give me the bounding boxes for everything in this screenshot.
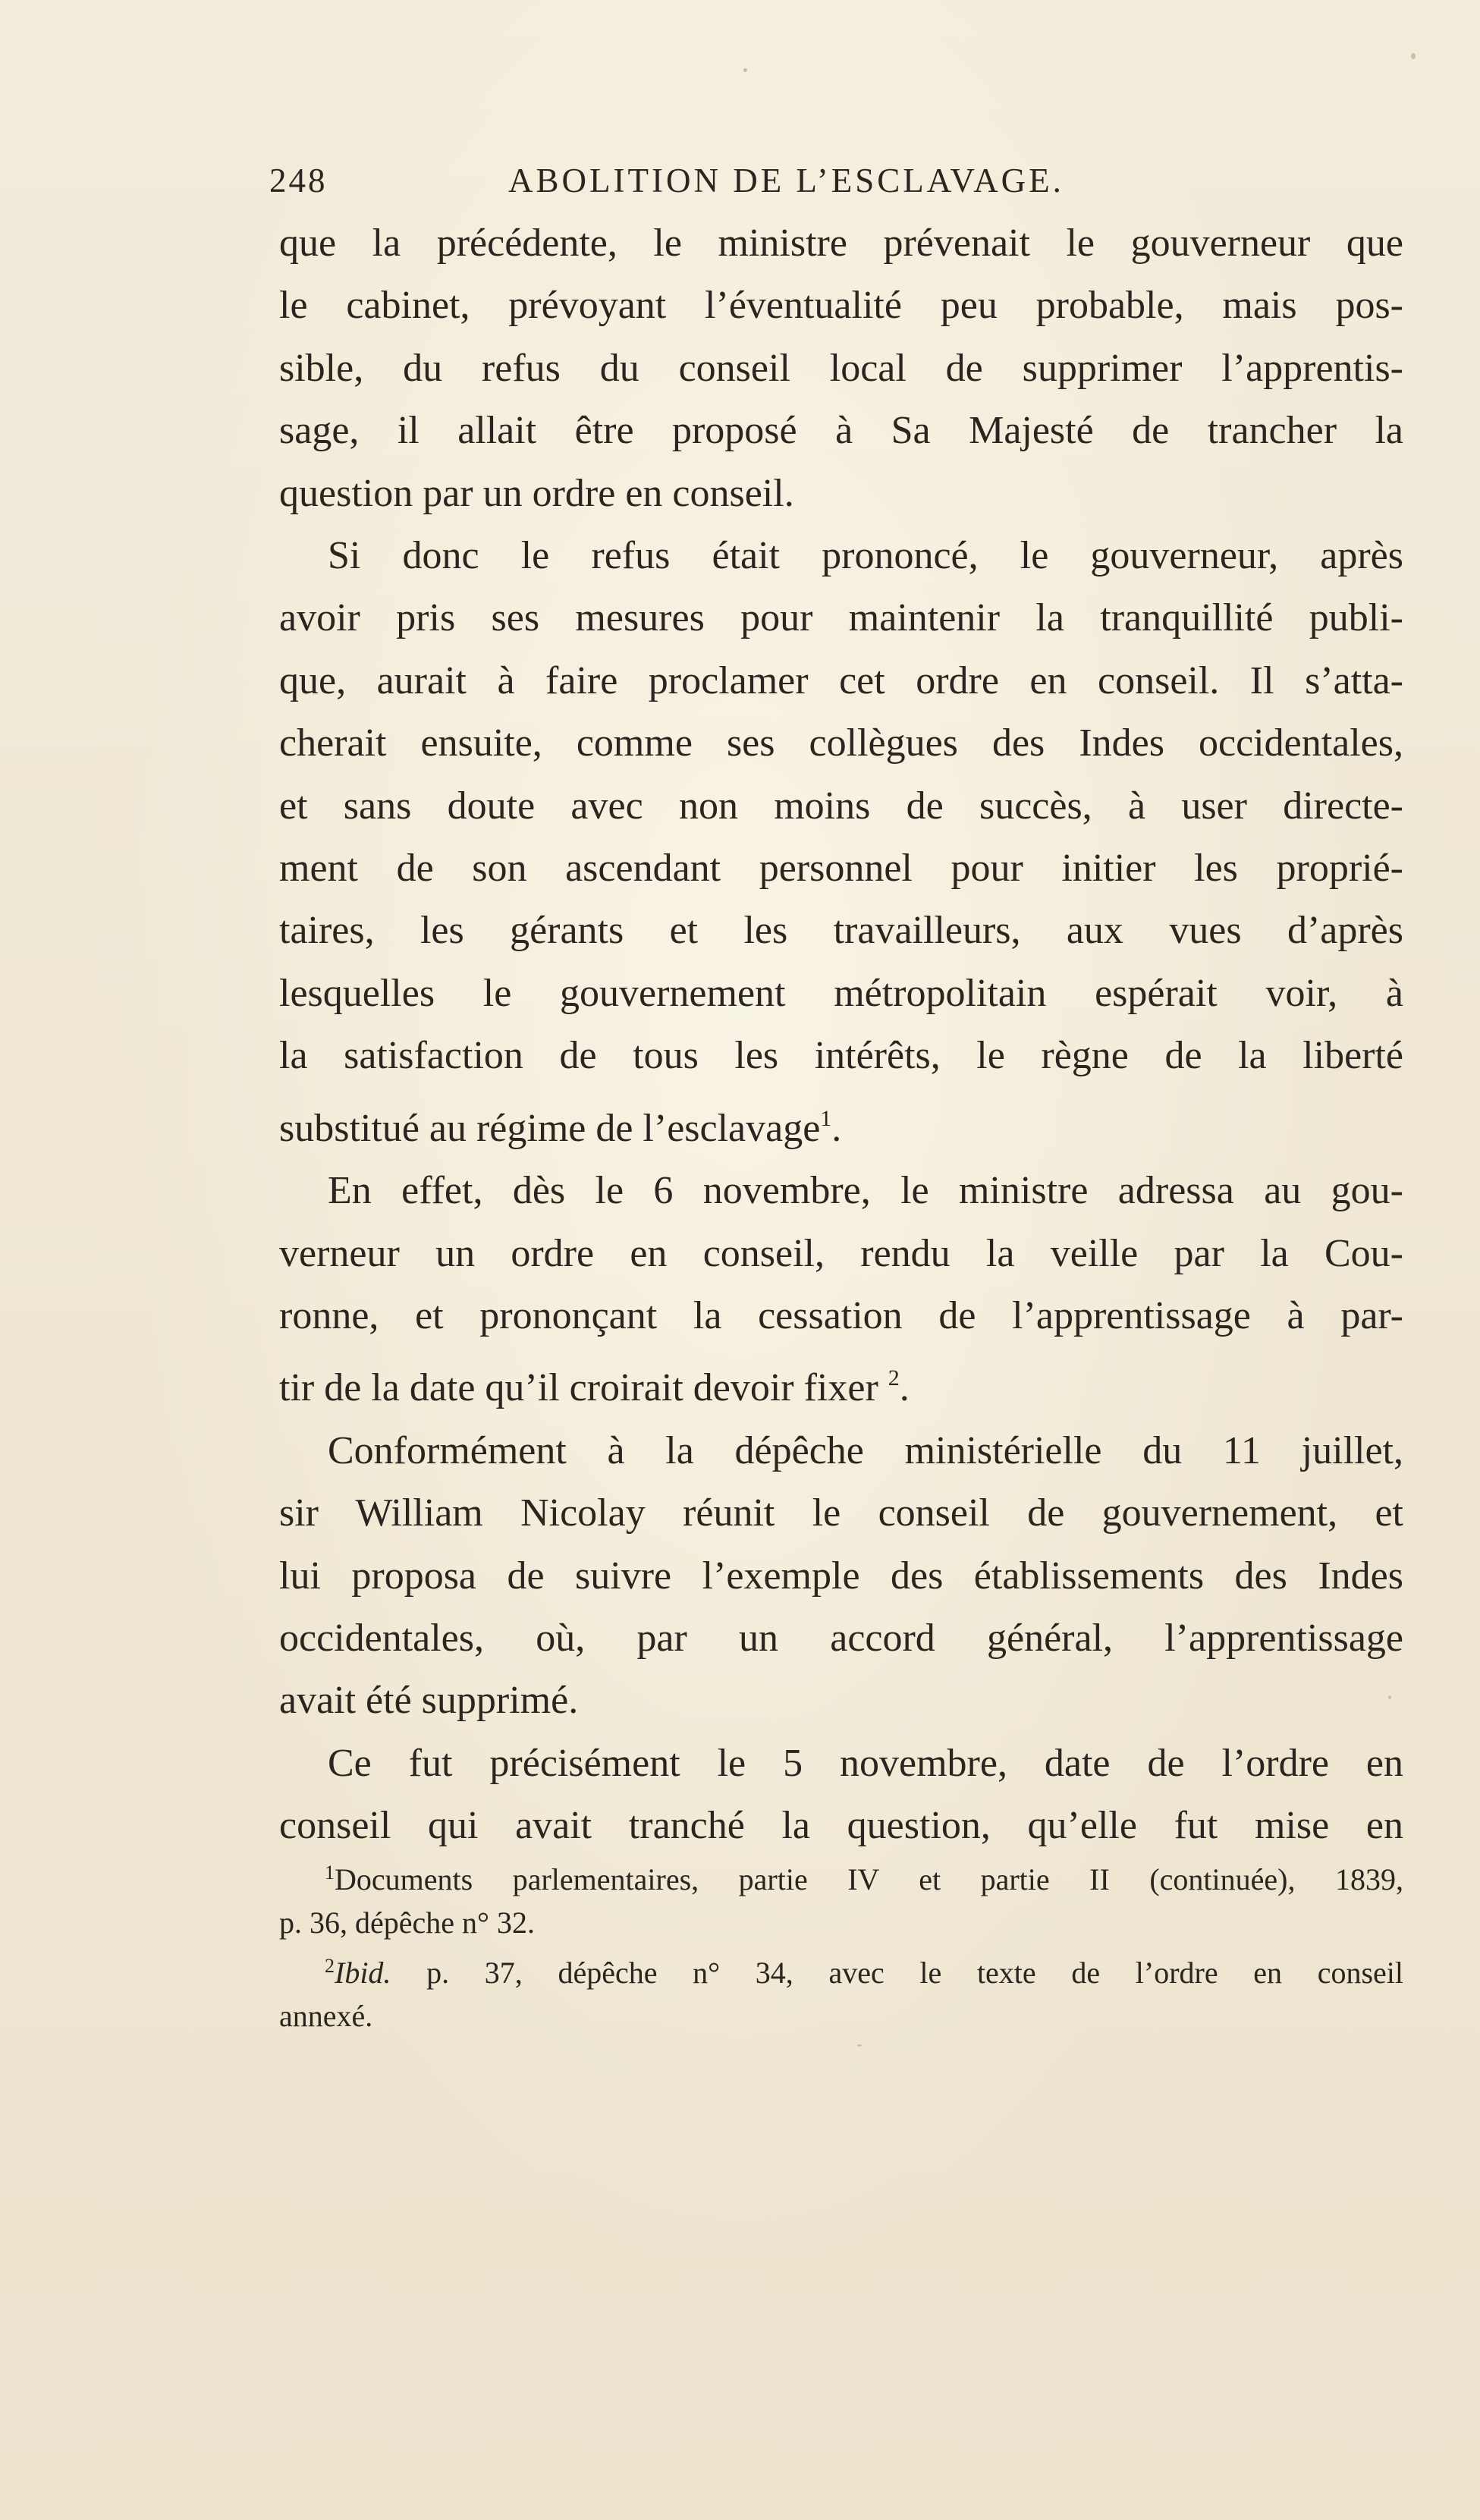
footnotes [279, 1851, 1403, 2038]
text-line: avait été supprimé. [279, 1679, 579, 1723]
footnote-text: p. 37, dépêche n° 34, avec le texte de l’ordre en conseil [391, 1956, 1403, 1990]
text-line: question par un ordre en conseil. [279, 471, 794, 515]
text-line: la satisfaction de tous les intérêts, le règne de la liberté [279, 1034, 1403, 1078]
body-text [279, 212, 1403, 1858]
footnote-line [279, 1851, 1403, 1901]
page-number: 248 [269, 162, 328, 200]
footnote-marker: 1 [325, 1862, 335, 1884]
footnote-line: annexé. [279, 1999, 373, 2033]
text-line: substitué au régime de l’esclavage$^1$. [279, 1105, 842, 1150]
footnote-reference: 1 [820, 1105, 832, 1131]
text-line: cherait ensuite, comme ses collègues des Indes occidentales, [279, 721, 1403, 765]
text-line: tir de la date qu’il croirait devoir fixer $^2$. [279, 1365, 910, 1410]
text-line: Ce fut précisément le 5 novembre, date de l’ordre en [328, 1741, 1403, 1785]
text-line: que, aurait à faire proclamer cet ordre en conseil. Il s’atta- [279, 658, 1403, 702]
paper-speck [743, 68, 747, 72]
text-line: occidentales, où, par un accord général, l’apprentissage [279, 1616, 1403, 1660]
footnote-line [279, 1944, 1403, 1994]
text-line-content: tir de la date qu’il croirait devoir fixer [279, 1366, 878, 1410]
page-header [269, 161, 1161, 206]
text-line: lui proposa de suivre l’exemple des établissements des Indes [279, 1554, 1403, 1598]
text-line: taires, les gérants et les travailleurs, aux vues d’après [279, 909, 1403, 953]
paper-speck [857, 2044, 862, 2047]
text-line: avoir pris ses mesures pour maintenir la tranquillité publi- [279, 596, 1403, 640]
text-line: verneur un ordre en conseil, rendu la veille par la Cou- [279, 1231, 1403, 1275]
text-line: et sans doute avec non moins de succès, à user directe- [279, 784, 1403, 828]
text-line: que la précédente, le ministre prévenait le gouverneur que [279, 222, 1403, 265]
footnote-text: Documents parlementaires, partie IV et partie II (continuée), 1839, [335, 1862, 1403, 1896]
text-line: le cabinet, prévoyant l’éventualité peu probable, mais pos- [279, 284, 1403, 328]
footnote-reference: 2 [888, 1365, 900, 1391]
text-line-content: substitué au régime de l’esclavage [279, 1106, 821, 1150]
footnote-marker: 2 [325, 1955, 335, 1977]
text-line: lesquelles le gouvernement métropolitain espérait voir, à [279, 971, 1403, 1015]
text-line: Conformément à la dépêche ministérielle du 11 juillet, [328, 1428, 1403, 1472]
text-line: Si donc le refus était prononcé, le gouverneur, après [328, 534, 1403, 578]
text-line: ronne, et prononçant la cessation de l’apprentissage à par- [279, 1293, 1403, 1337]
paper-speck [1388, 1695, 1391, 1699]
text-line: sir William Nicolay réunit le conseil de gouvernement, et [279, 1491, 1403, 1535]
paper-speck [1411, 53, 1416, 59]
text-line: ment de son ascendant personnel pour initier les proprié- [279, 847, 1403, 891]
footnote-ibid: Ibid. [335, 1956, 391, 1990]
text-line: conseil qui avait tranché la question, qu’elle fut mise en [279, 1804, 1403, 1848]
running-head: ABOLITION DE L’ESCLAVAGE. [508, 162, 1064, 200]
footnote-line: p. 36, dépêche n° 32. [279, 1906, 536, 1940]
text-line: sible, du refus du conseil local de supprimer l’apprentis- [279, 346, 1403, 390]
text-line: En effet, dès le 6 novembre, le ministre adressa au gou- [328, 1169, 1403, 1213]
text-line: sage, il allait être proposé à Sa Majesté de trancher la [279, 409, 1403, 453]
